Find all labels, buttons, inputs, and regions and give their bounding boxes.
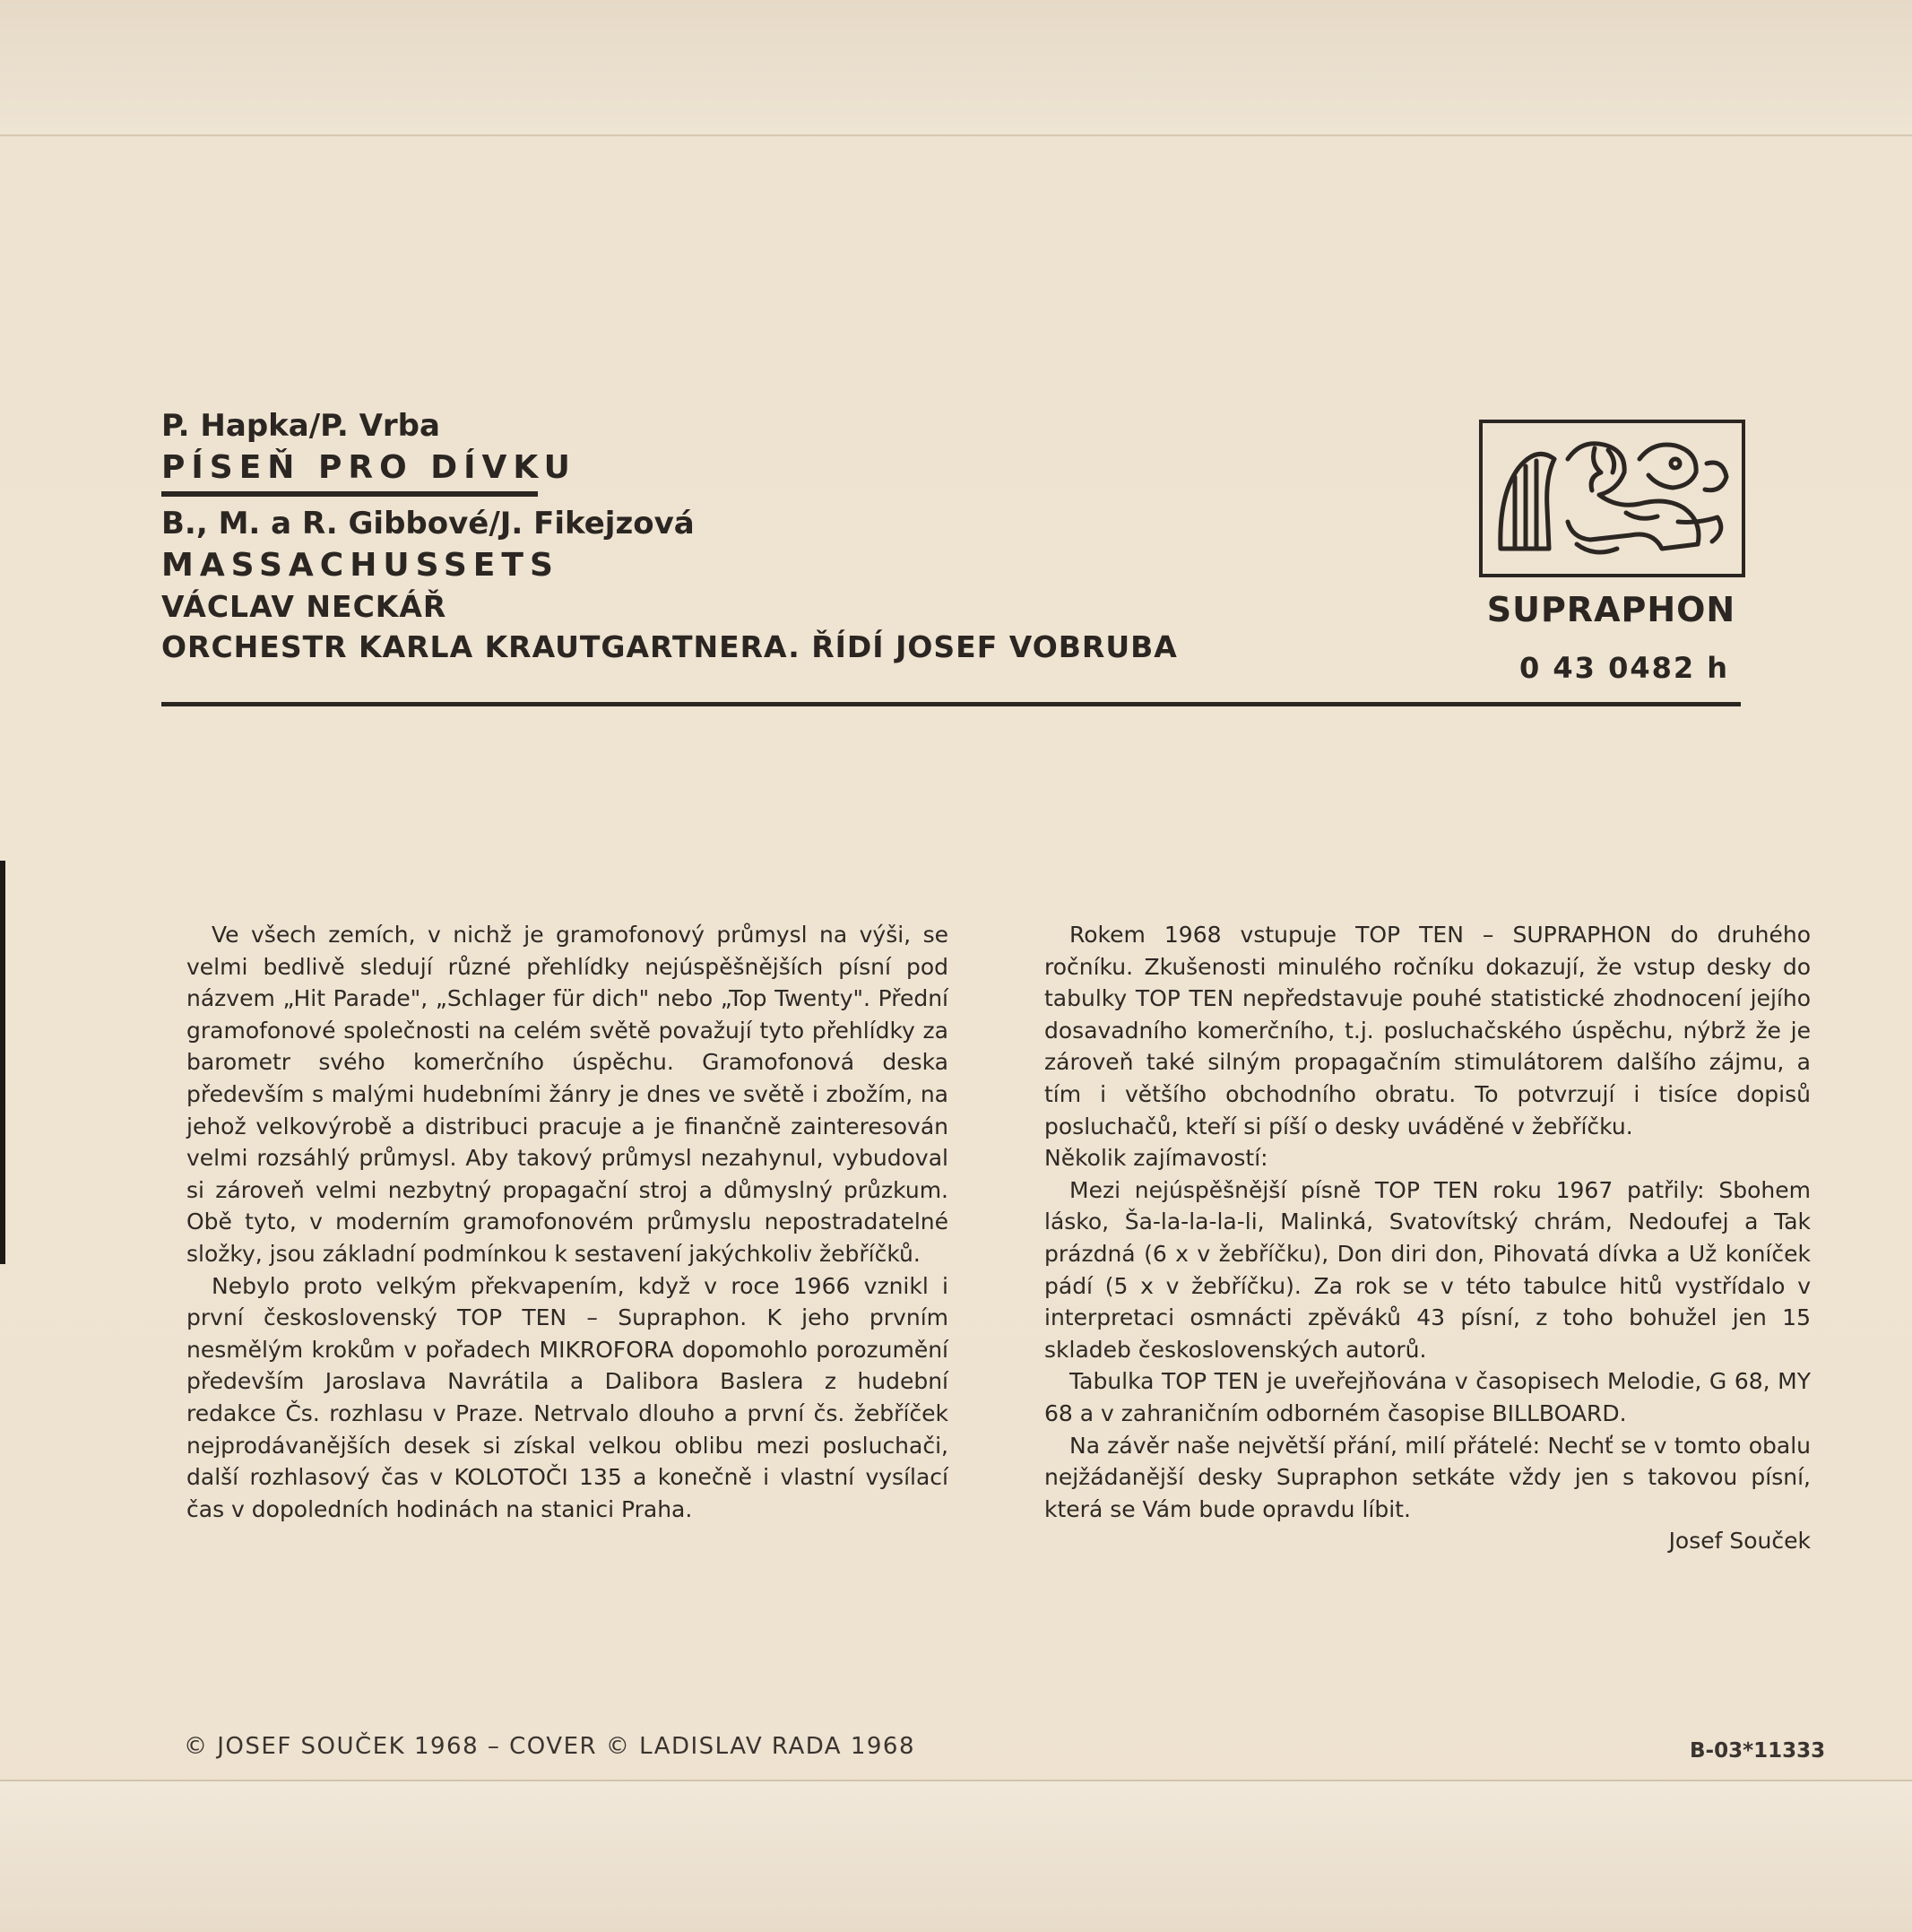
supraphon-logo [1479, 420, 1743, 629]
label-name: SUPRAPHON [1486, 590, 1736, 629]
credit-side-b: B., M. a R. Gibbové/J. Fikejzová [161, 506, 695, 541]
liner-paragraph: Na závěr naše největší přání, milí přátelé: Nechť se v tomto obalu nejžádanější desky Supraphon setkáte vždy jen s takovou písní, která se Vám bude opravdu líbit. [1044, 1432, 1811, 1522]
liner-notes-left-column [186, 919, 948, 1525]
liner-notes-right-column [1044, 919, 1811, 1557]
title-underline [161, 491, 538, 497]
liner-subheading: Několik zajímavostí: [1044, 1145, 1268, 1172]
credit-side-a: P. Hapka/P. Vrba [161, 408, 440, 444]
track-credits [161, 408, 1178, 670]
author-signature: Josef Souček [1668, 1528, 1811, 1555]
orchestra-credit: ORCHESTR KARLA KRAUTGARTNERA. ŘÍDÍ JOSEF VOBRUBA [161, 629, 1178, 664]
header-divider [161, 702, 1741, 706]
sleeve-edge [0, 861, 5, 1264]
title-side-b: MASSACHUSSETS [161, 547, 559, 584]
catalog-number: 0 43 0482 h [1519, 651, 1730, 685]
liner-paragraph: Mezi nejúspěšnější písně TOP TEN roku 1967 patřily: Sbohem lásko, Ša-la-la-la-li, Malinká, Svatovítský chrám, Nedoufej a Tak prázdná (6 x v žebříčku), Don diri don, Pihovatá dívka a Už koníček pádí (5 x v žebříčku). Za rok se v této tabulce hitů vystřídalo v interpretaci osmnácti zpěváků 43 písní, z toho bohužel jen 15 skladeb československých autorů. [1044, 1176, 1811, 1363]
lion-harp-logo-icon [1479, 420, 1745, 577]
liner-paragraph: Ve všech zemích, v nichž je gramofonový průmysl na výši, se velmi bedlivě sledují různé přehlídky nejúspěšnějších písní pod názvem „Hit Parade", „Schlager für dich" nebo „Top Twenty". Přední gramofonové společnosti na celém světě považují tyto přehlídky za barometr svého komerčního úspěchu. Gramofonová deska především s malými hudebními žánry je dnes ve světě i zbožím, na jehož velkovýrobě a distribuci pracuje a je finančně zainteresován velmi rozsáhlý průmysl. Aby takový průmysl nezahynul, vybudoval si zároveň velmi nezbytný propagační stroj a důmyslný průzkum. Obě tyto, v moderním gramofonovém průmyslu nepostradatelné složky, jsou základní podmínkou k sestavení jakýchkoliv žebříčků. [186, 922, 948, 1267]
liner-paragraph: Tabulka TOP TEN je uveřejňována v časopisech Melodie, G 68, MY 68 a v zahraničním odborném časopise BILLBOARD. [1044, 1368, 1811, 1426]
liner-paragraph: Rokem 1968 vstupuje TOP TEN – SUPRAPHON do druhého ročníku. Zkušenosti minulého ročníku dokazují, že vstup desky do tabulky TOP TEN nepředstavuje pouhé statistické zhodnocení jejího dosavadního komerčního, t.j. posluchačského úspěchu, nýbrž že je zároveň také silným propagačním stimulátorem dalšího zájmu, a tím i většího obchodního obratu. To potvrzují i tisíce dopisů posluchačů, kteří si píší o desky uváděné v žebříčku. [1044, 922, 1811, 1139]
lion-harp-icon-graphic [1483, 423, 1742, 574]
print-code: B-03*11333 [1690, 1739, 1826, 1763]
copyright-notice: © JOSEF SOUČEK 1968 – COVER © LADISLAV RADA 1968 [184, 1733, 916, 1760]
title-side-a: PÍSEŇ PRO DÍVKU [161, 449, 576, 486]
artist-name: VÁCLAV NECKÁŘ [161, 589, 447, 624]
top-flap [0, 0, 1912, 136]
liner-paragraph: Nebylo proto velkým překvapením, když v roce 1966 vznikl i první československý TOP TEN – Supraphon. K jeho prvním nesmělým krokům v pořadech MIKROFORA dopomohlo porozumění především Jaroslava Navrátila a Dalibora Baslera z hudební redakce Čs. rozhlasu v Praze. Netrvalo dlouho a první čs. žebříček nejprodávanějších desek si získal velkou oblibu mezi posluchači, další rozhlasový čas v KOLOTOČI 135 a konečně i vlastní vysílací čas v dopoledních hodinách na stanici Praha. [186, 1272, 948, 1522]
bottom-flap [0, 1780, 1912, 1932]
